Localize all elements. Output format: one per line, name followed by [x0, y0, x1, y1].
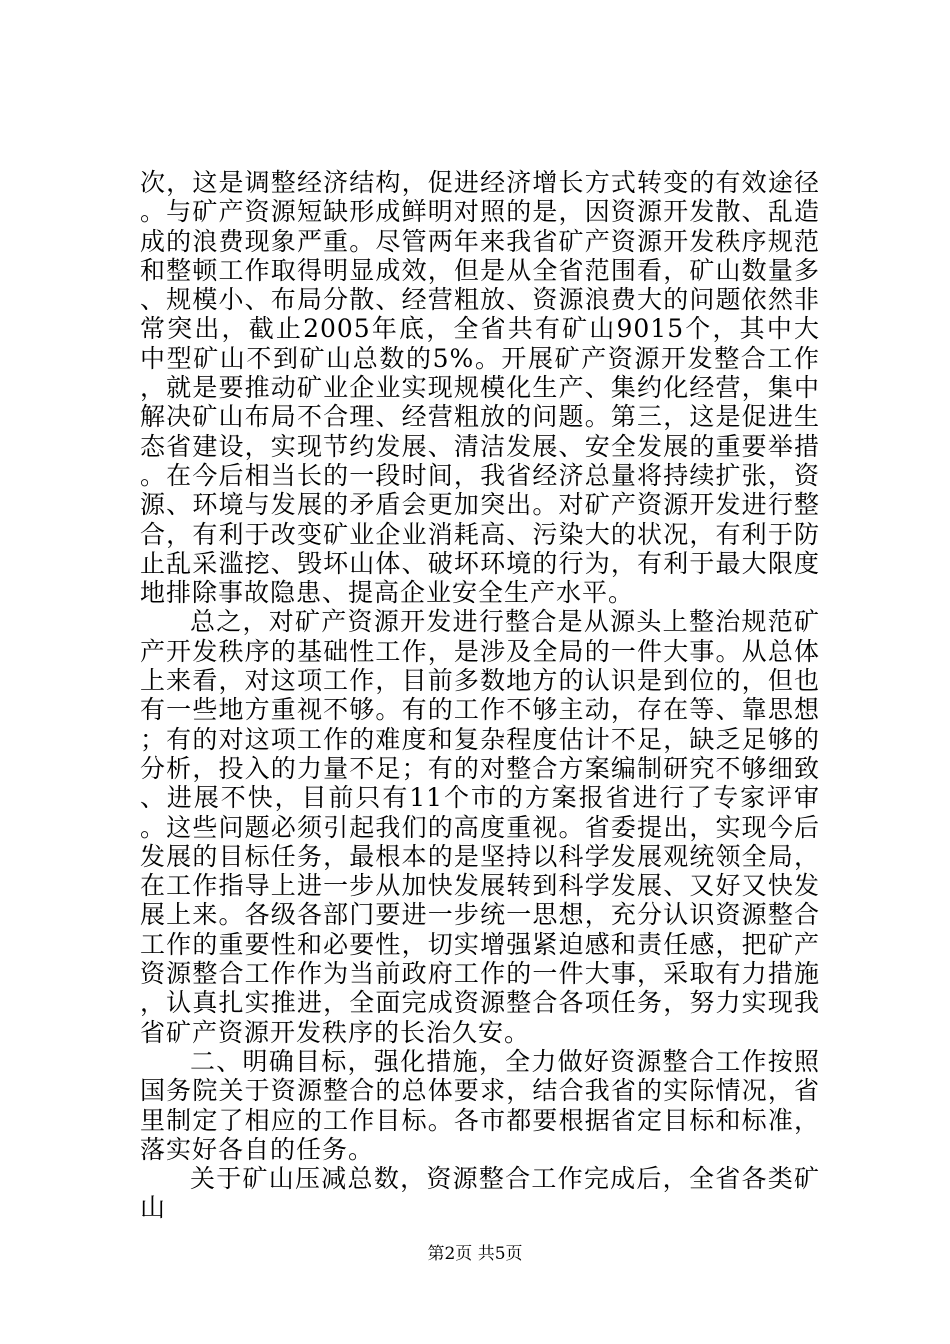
page-number-label: 第2页 共5页 [427, 1244, 523, 1264]
document-body [140, 168, 820, 1223]
paragraph-2: 总之，对矿产资源开发进行整合是从源头上整治规范矿产开发秩序的基础性工作，是涉及全局的一件大事。从总体上来看，对这项工作，目前多数地方的认识是到位的，但也有一些地方重视不够。有的工作不够主动，存在等、靠思想；有的对这项工作的难度和复杂程度估计不足，缺乏足够的分析，投入的力量不足；有的对整合方案编制研究不够细致、进展不快，目前只有11个市的方案报省进行了专家评审。这些问题必须引起我们的高度重视。省委提出，实现今后发展的目标任务，最根本的是坚持以科学发展观统领全局，在工作指导上进一步从加快发展转到科学发展、又好又快发展上来。各级各部门要进一步统一思想，充分认识资源整合工作的重要性和必要性，切实增强紧迫感和责任感，把矿产资源整合工作作为当前政府工作的一件大事，采取有力措施，认真扎实推进，全面完成资源整合各项任务，努力实现我省矿产资源开发秩序的长治久安。 [140, 607, 820, 1047]
paragraph-1: 次，这是调整经济结构，促进经济增长方式转变的有效途径。与矿产资源短缺形成鲜明对照的是，因资源开发散、乱造成的浪费现象严重。尽管两年来我省矿产资源开发秩序规范和整顿工作取得明显成效，但是从全省范围看，矿山数量多、规模小、布局分散、经营粗放、资源浪费大的问题依然非常突出，截止2005年底，全省共有矿山9015个，其中大中型矿山不到矿山总数的5%。开展矿产资源开发整合工作，就是要推动矿业企业实现规模化生产、集约化经营，集中解决矿山布局不合理、经营粗放的问题。第三，这是促进生态省建设，实现节约发展、清洁发展、安全发展的重要举措。在今后相当长的一段时间，我省经济总量将持续扩张，资源、环境与发展的矛盾会更加突出。对矿产资源开发进行整合，有利于改变矿业企业消耗高、污染大的状况，有利于防止乱采滥挖、毁坏山体、破坏环境的行为，有利于最大限度地排除事故隐患、提高企业安全生产水平。 [140, 168, 820, 608]
paragraph-3: 二、明确目标，强化措施，全力做好资源整合工作按照国务院关于资源整合的总体要求，结合我省的实际情况，省里制定了相应的工作目标。各市都要根据省定目标和标准，落实好各自的任务。 [140, 1046, 820, 1164]
page-footer [0, 1244, 950, 1264]
paragraph-4: 关于矿山压减总数，资源整合工作完成后，全省各类矿山 [140, 1164, 820, 1223]
